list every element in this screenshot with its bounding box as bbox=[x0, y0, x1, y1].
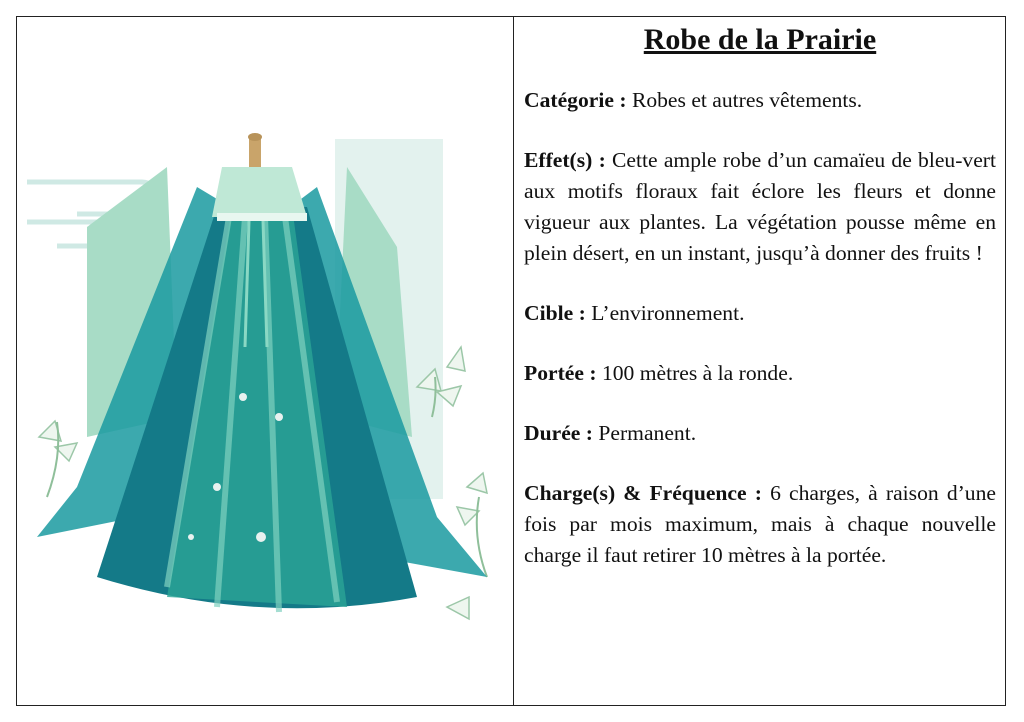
entry-text: L’environnement. bbox=[591, 301, 745, 325]
entry-label: Catégorie : bbox=[524, 88, 627, 112]
entry-label: Charge(s) & Fréquence : bbox=[524, 481, 762, 505]
robe-bodice bbox=[212, 167, 307, 217]
entry-text: Permanent. bbox=[598, 421, 697, 445]
entry-label: Portée : bbox=[524, 361, 597, 385]
mannequin-top bbox=[248, 133, 262, 141]
item-card bbox=[16, 16, 1006, 706]
entry-text: Cette ample robe d’un camaïeu de bleu-vert aux motifs floraux fait éclore les fleurs et donne vigueur aux plantes. La végétation pousse même en plein désert, en un instant, jusqu’à donner des fruits ! bbox=[524, 148, 996, 265]
item-title: Robe de la Prairie bbox=[643, 23, 877, 56]
illustration-panel bbox=[17, 17, 514, 705]
robe-sash bbox=[217, 213, 307, 221]
entry-text: 100 mètres à la ronde. bbox=[601, 361, 794, 385]
entry-label: Durée : bbox=[524, 421, 593, 445]
entry-charges bbox=[524, 478, 996, 571]
entry-target bbox=[524, 298, 996, 329]
entry-text: Robes et autres vêtements. bbox=[631, 88, 863, 112]
hanfu-robe-illustration bbox=[17, 17, 513, 705]
entry-effects bbox=[524, 145, 996, 269]
entry-duration bbox=[524, 418, 996, 449]
entry-label: Cible : bbox=[524, 301, 586, 325]
entry-category bbox=[524, 85, 996, 116]
entry-text: 6 charges, à raison d’une fois par mois maximum, mais à chaque nouvelle charge il faut retirer 10 mètres à la portée. bbox=[524, 481, 996, 567]
entry-label: Effet(s) : bbox=[524, 148, 606, 172]
entry-range bbox=[524, 358, 996, 389]
mannequin-neck bbox=[249, 137, 261, 169]
description-panel bbox=[514, 17, 1005, 705]
